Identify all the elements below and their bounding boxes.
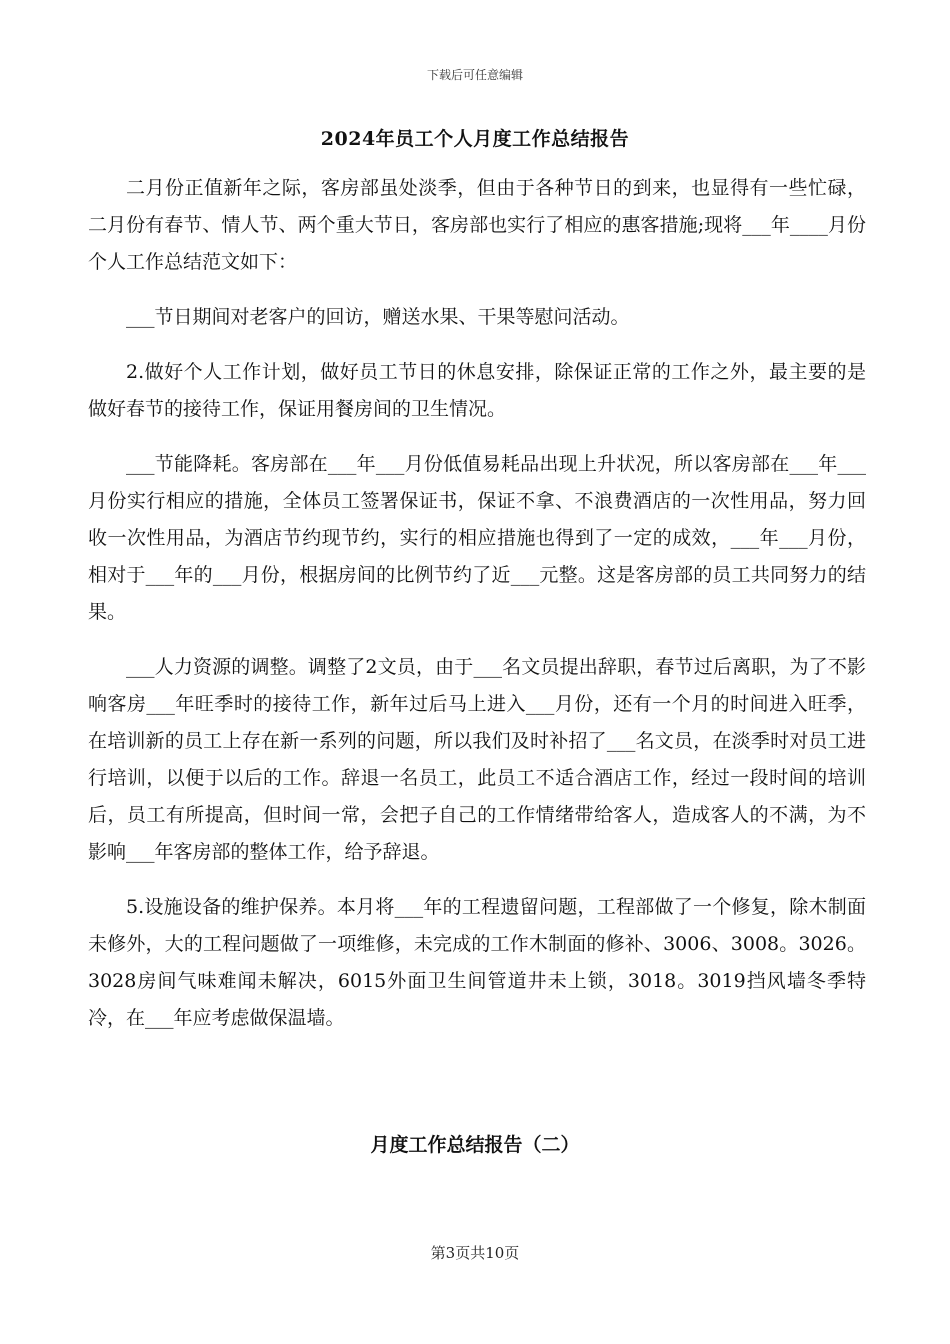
header-note: 下载后可任意编辑 (426, 68, 523, 82)
page-footer: 第3页共10页 (430, 1244, 520, 1262)
paragraph-energy-saving: ___节能降耗。客房部在___年___月份低值易耗品出现上升状况，所以客房部在___年___月份实行相应的措施，全体员工签署保证书，保证不拿、不浪费酒店的一次性用品，努力回收一次性用品，为酒店节约现节约，实行的相应措施也得到了一定的成效，___年___月份，相对于___年的___月份，根据房间的比例节约了近___元整。这是客房部的员工共同努力的结果。 (88, 453, 866, 623)
paragraph-intro: 二月份正值新年之际，客房部虽处淡季，但由于各种节日的到来，也显得有一些忙碌，二月份有春节、情人节、两个重大节日，客房部也实行了相应的惠客措施;现将___年____月份个人工作总结范文如下： (88, 177, 866, 273)
paragraph-maintenance: 5.设施设备的维护保养。本月将___年的工程遗留问题，工程部做了一个修复，除木制面未修外，大的工程问题做了一项维修，未完成的工作木制面的修补、3006、3008。3026。3028房间气味难闻未解决，6015外面卫生间管道井未上锁，3018。3019挡风墙冬季特冷，在___年应考虑做保温墙。 (88, 896, 866, 1029)
document-title: 2024年员工个人月度工作总结报告 (320, 128, 630, 150)
paragraph-work-plan: 2.做好个人工作计划，做好员工节日的休息安排，除保证正常的工作之外，最主要的是做好春节的接待工作，保证用餐房间的卫生情况。 (88, 361, 866, 420)
paragraph-staffing: ___人力资源的调整。调整了2文员，由于___名文员提出辞职，春节过后离职，为了不影响客房___年旺季时的接待工作，新年过后马上进入___月份，还有一个月的时间进入旺季，在培训新的员工上存在新一系列的问题，所以我们及时补招了___名文员，在淡季时对员工进行培训，以便于以后的工作。辞退一名员工，此员工不适合酒店工作，经过一段时间的培训后，员工有所提高，但时间一常，会把子自己的工作情绪带给客人，造成客人的不满，为不影响___年客房部的整体工作，给予辞退。 (88, 656, 866, 863)
paragraph-holiday-visits: ___节日期间对老客户的回访，赠送水果、干果等慰问活动。 (126, 306, 630, 328)
document-body (88, 170, 866, 1055)
section-subtitle: 月度工作总结报告（二） (370, 1134, 580, 1156)
